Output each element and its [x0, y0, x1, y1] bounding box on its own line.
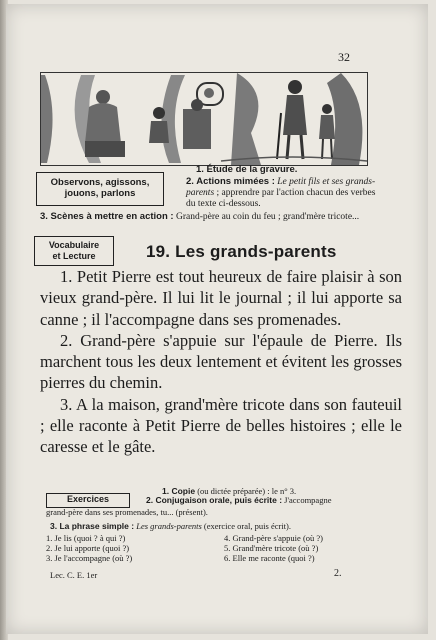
reading-paragraph-1: 1. Petit Pierre est tout heureux de faire plaisir à son vieux grand-père. Il lui lit le journal ; il lui apporte sa canne ; il l'accompagne dans ses promenades. [40, 267, 402, 329]
instruction-2-italic: Le petit fils et ses grands-parents [186, 177, 376, 198]
question-item: 1. Je lis (quoi ? à qui ?) [46, 533, 126, 543]
question-item: 5. Grand'mère tricote (où ?) [224, 543, 319, 553]
exercise-3-label: 3. La phrase simple : [50, 521, 135, 531]
observe-label-box [36, 172, 164, 206]
question-item: 4. Grand-père s'appuie (où ?) [224, 533, 324, 543]
instruction-3 [40, 211, 400, 223]
observe-label-line2: jouons, parlons [64, 188, 136, 199]
family-scene-icon [40, 72, 368, 166]
instruction-2-text: ; apprendre par l'action chacun des verbes du texte ci-dessous. [186, 188, 376, 209]
exercise-2-continuation: grand-père dans ses promenades, tu... (présent). [46, 507, 208, 517]
book-page [6, 4, 428, 634]
page-number: 32 [338, 50, 350, 64]
exercise-2-text: J'accompagne [284, 495, 332, 505]
instruction-1-label: 1. Étude de la gravure. [196, 164, 298, 175]
vocabulary-label-line2: et Lecture [52, 251, 96, 261]
instruction-1 [196, 164, 297, 176]
exercise-2 [146, 495, 331, 505]
instruction-3-label: 3. Scènes à mettre en action : [40, 211, 174, 222]
instruction-2 [186, 176, 386, 210]
exercise-3-text: (exercice oral, puis écrit). [203, 521, 291, 531]
reading-paragraph-2: 2. Grand-père s'appuie sur l'épaule de Pierre. Ils marchent tous les deux lentement et évitent les grosses pierres du chemin. [40, 330, 402, 393]
reading-paragraph-3: 3. A la maison, grand'mère tricote dans son fauteuil ; elle raconte à Petit Pierre de belles histoires ; elle le caresse et le gâte. [40, 394, 402, 457]
vocabulary-label-line1: Vocabulaire [48, 240, 100, 250]
footer-sheet-number: 2. [334, 568, 342, 579]
exercise-1-label: 1. Copie [162, 486, 196, 496]
instruction-3-text: Grand-père au coin du feu ; grand'mère tricote... [175, 212, 360, 222]
instruction-2-label: 2. Actions mimées : [186, 176, 275, 187]
lesson-title: 19. Les grands-parents [146, 242, 337, 261]
exercises-label-box: Exercices [46, 493, 130, 508]
observe-label-line1: Observons, agissons, [50, 177, 150, 188]
exercise-2-label: 2. Conjugaison orale, puis écrite : [146, 495, 283, 505]
question-item: 6. Elle me raconte (quoi ?) [224, 553, 315, 563]
footer-signature: Lec. C. E. 1er [50, 570, 98, 580]
exercise-3-italic: Les grands-parents [136, 521, 202, 531]
question-item: 2. Je lui apporte (quoi ?) [46, 543, 130, 553]
exercise-1-text: (ou dictée préparée) : le n° 3. [197, 486, 297, 496]
exercise-3 [50, 521, 291, 531]
reading-text [40, 266, 402, 458]
vocabulary-label-box [34, 236, 114, 266]
question-item: 3. Je l'accompagne (où ?) [46, 553, 133, 563]
